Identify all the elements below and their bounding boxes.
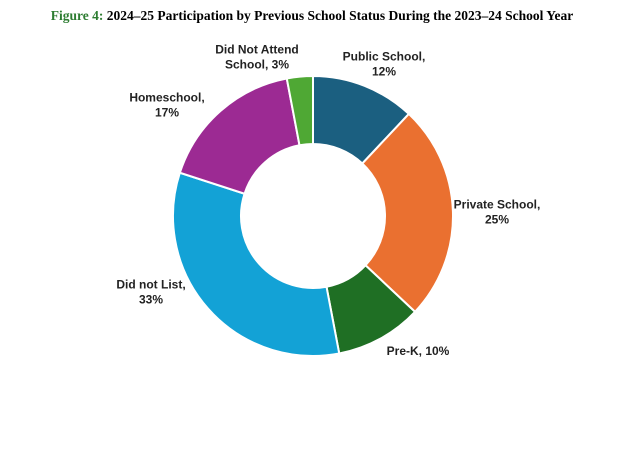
- label-private-school: Private School, 25%: [453, 197, 541, 227]
- label-public-school: Public School, 12%: [342, 49, 426, 79]
- label-homeschool: Homeschool, 17%: [129, 90, 205, 120]
- label-did-not-list: Did not List, 33%: [116, 277, 186, 307]
- figure-label: Figure 4:: [50, 8, 104, 23]
- slice-did-not-list: [173, 173, 339, 356]
- label-pre-k: Pre-K, 10%: [386, 344, 450, 358]
- slices-group: [173, 76, 453, 356]
- figure-title: 2024–25 Participation by Previous School Status During the 2023–24 School Year: [106, 8, 574, 23]
- label-did-not-attend-school: Did Not Attend School, 3%: [215, 42, 299, 72]
